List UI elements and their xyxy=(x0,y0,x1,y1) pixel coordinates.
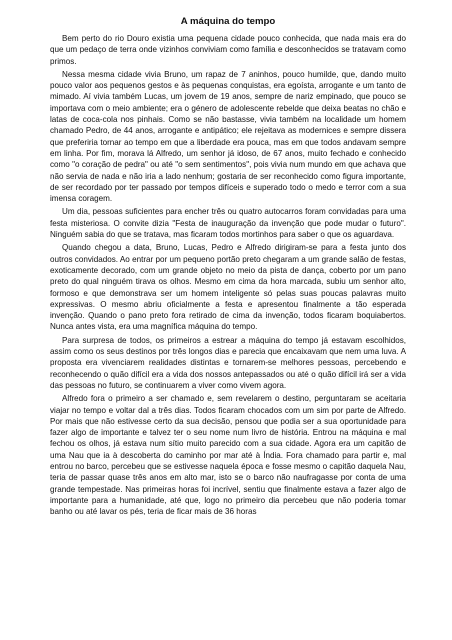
paragraph-3: Um dia, pessoas suficientes para encher três ou quatro autocarros foram convidadas para uma festa misteriosa. O convite dizia "Festa de inauguração da invenção que pode mudar o futuro". Ninguém sabia do que se tratava, mas ficaram todos mortinhos para saber o que os aguardava. xyxy=(50,207,406,240)
paragraph-2: Nessa mesma cidade vivia Bruno, um rapaz de 7 aninhos, pouco humilde, que, dando muito pouco valor aos pequenos gestos e às pequenas conquistas, era egoísta, arrogante e um tanto de mimado. Aí vivia também Lucas, um jovem de 19 anos, sempre de nariz empinado, que pouco se importava com o meio ambiente; era o género de adolescente rebelde que deixa beatas no chão e latas de coca-cola nos pinhais. Como se não bastasse, vivia também na localidade um homem chamado Pedro, de 44 anos, arrogante e antipático; ele rejeitava as modernices e sempre dissera que preferiria tornar ao tempo em que a liberdade era pouca, mas em que todos andavam sempre em linha. Por fim, morava lá Alfredo, um senhor já idoso, de 67 anos, muito fechado e conhecido como "o coração de pedra" ou até "o sem sentimentos", pois vivia num mundo em que achava que não servia de nada e não iria a lado nenhum; gostaria de ser reconhecido como figura importante, de ser recordado por ter passado por tempos difíceis e superado todo o medo e terror com a sua imensa coragem. xyxy=(50,69,406,204)
paragraph-6: Alfredo fora o primeiro a ser chamado e, sem revelarem o destino, perguntaram se aceitaria viajar no tempo e voltar dal a três dias. Todos ficaram chocados com um sim por parte de Alfredo. Por mais que não estivesse certo da sua decisão, pensou que podia ser a sua oportunidade para fazer algo de importante e talvez ter o seu nome num livro de história. Entrou na máquina e mal fechou os olhos, já estava num sítio muito parecido com a sua cidade. Agora era um capitão de uma Nau que ia à descoberta do caminho por mar até à Índia. Fora chamado para partir e, mal entrou no barco, percebeu que se estivesse naquela época e fosse mesmo o capitão daquela Nau, teria de passar quase três anos em alto mar, isto se o barco não naufragasse por conta de uma grande tempestade. Nas primeiras horas foi incrível, sentiu que finalmente estava a fazer algo de importante para a humanidade, até que, logo no primeiro dia percebeu que não poderia tomar banho ou até lavar os pés, teria de ficar mais de 36 horas xyxy=(50,394,406,517)
paragraph-4: Quando chegou a data, Bruno, Lucas, Pedro e Alfredo dirigiram-se para a festa junto dos outros convidados. Ao entrar por um pequeno portão preto chegaram a um grande salão de festas, exoticamente decorado, com um grande objeto no meio da pista de dança, coberto por um pano preto do qual ninguém tirava os olhos. Mesmo em cima da hora marcada, subiu um senhor alto, formoso e que demonstrava ser um homem inteligente só pelas suas poucas palavras muito expressivas. O mesmo abriu oficialmente a festa e apresentou finalmente a tão esperada invenção. Quando o pano preto fora retirado de cima da invenção, todos ficaram boquiabertos. Nunca antes vista, era uma magnífica máquina do tempo. xyxy=(50,243,406,332)
paragraph-5: Para surpresa de todos, os primeiros a estrear a máquina do tempo já estavam escolhidos, assim como os seus destinos por três longos dias e parecia que encaixavam que nem uma luva. A proposta era vivenciarem realidades distintas e tornarem-se melhores pessoas, percebendo e reconhecendo o quão difícil era a vida dos nossos antepassados ou até o quão difícil irá ser a vida das pessoas no futuro, se continuarem a viver como vivem agora. xyxy=(50,335,406,390)
paragraph-1: Bem perto do rio Douro existia uma pequena cidade pouco conhecida, que nada mais era do que um pedaço de terra onde vizinhos conviviam como família e desconhecidos se tratavam como primos. xyxy=(50,34,406,66)
document-title: A máquina do tempo xyxy=(180,16,276,27)
